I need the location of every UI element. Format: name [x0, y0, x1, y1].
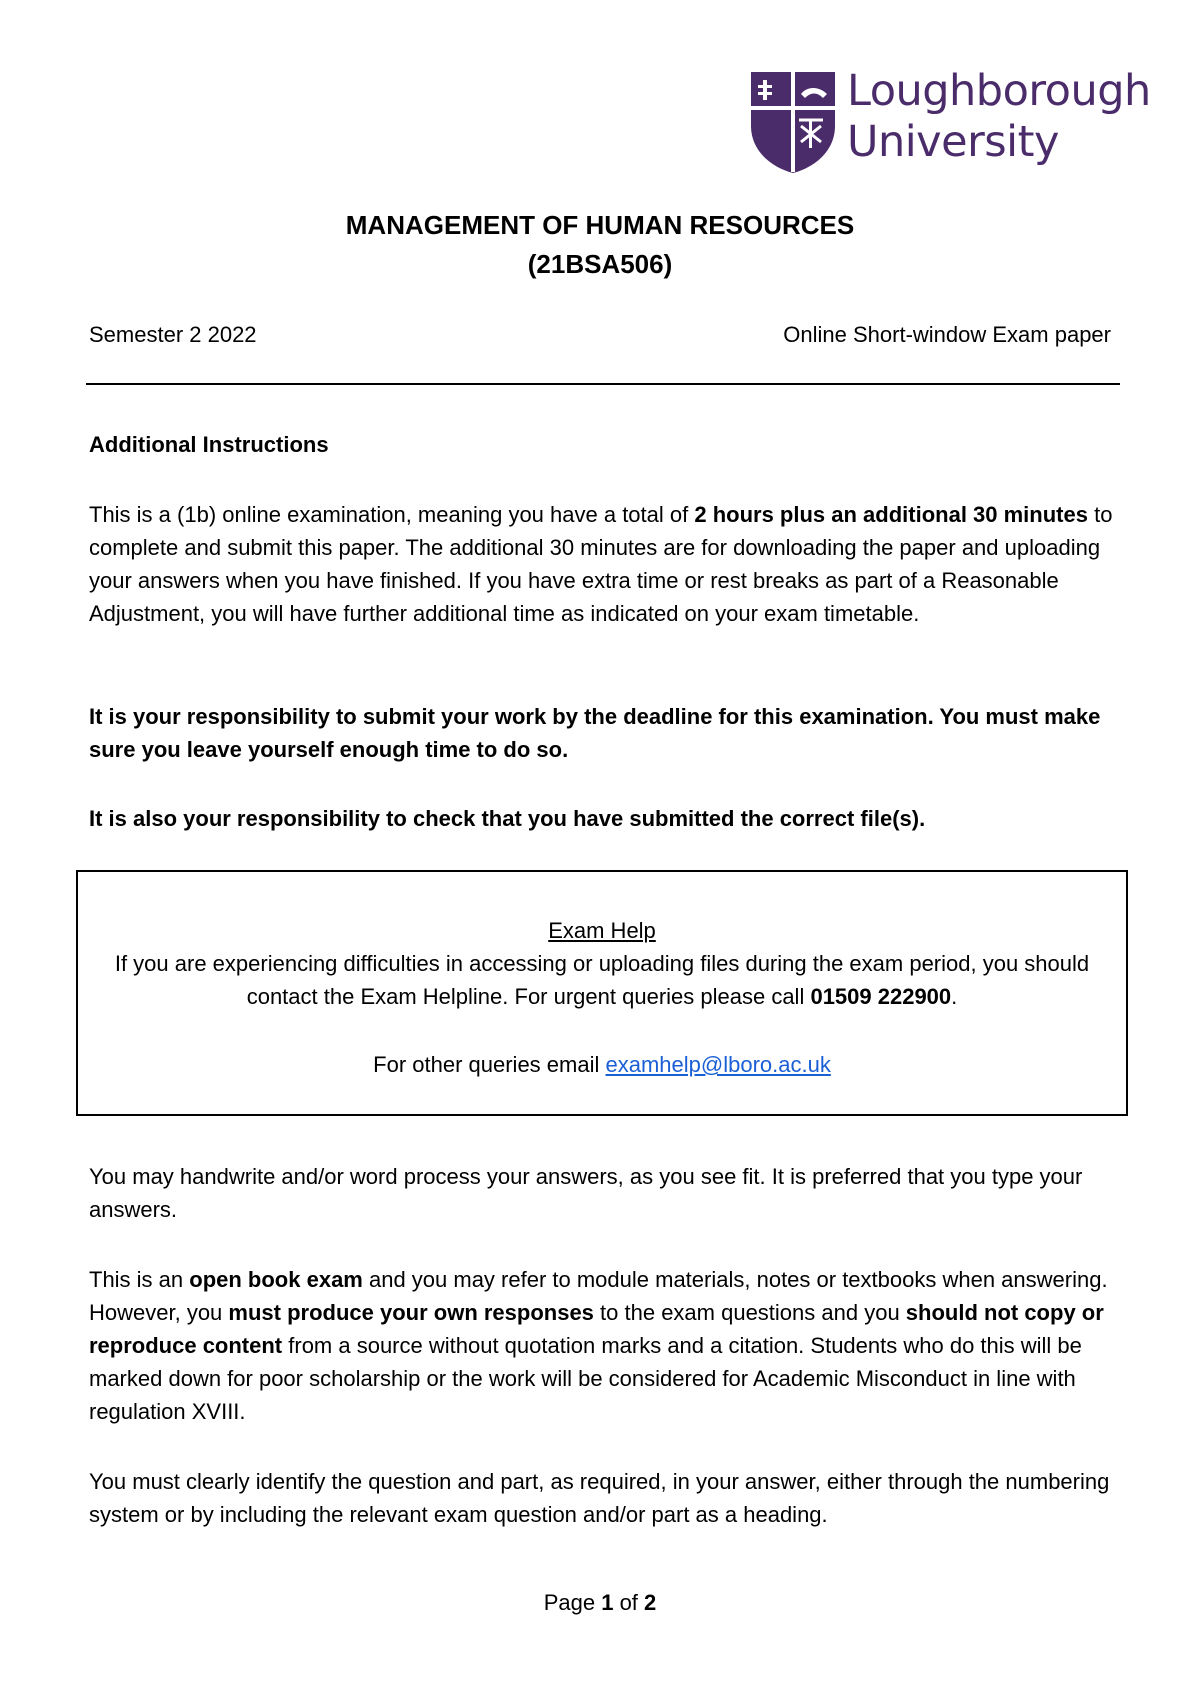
text-span: Page	[543, 1590, 602, 1615]
exam-help-body	[98, 947, 1106, 1013]
university-name	[847, 66, 1151, 168]
instructions-paragraph-files: It is also your responsibility to check that you have submitted the correct file(s).	[89, 806, 926, 831]
instructions-paragraph-deadline: It is your responsibility to submit your work by the deadline for this examination. You must make sure you leave yourself enough time to do so.	[89, 704, 1101, 762]
paper-type-label: Online Short-window Exam paper	[783, 322, 1111, 347]
helpline-phone: 01509 222900	[810, 984, 952, 1009]
text-span: This is an	[89, 1267, 190, 1292]
text-span: to complete and submit this paper. The additional 30 minutes are for downloading the paper and uploading your answers when you have finished. If you have extra time or rest breaks as part of a Reasonable Adjustment, you will have further additional time as indicated on your exam timetable.	[89, 502, 1113, 626]
bold-span: 2 hours plus an additional 30 minutes	[694, 502, 1088, 527]
current-page: 1	[601, 1590, 614, 1615]
text-span: .	[951, 984, 958, 1009]
instructions-paragraph-duration	[89, 498, 1119, 630]
university-name-line2: University	[847, 117, 1059, 167]
instructions-heading: Additional Instructions	[89, 432, 329, 457]
exam-code: (21BSA506)	[527, 249, 673, 279]
text-span: This is a (1b) online examination, meaning you have a total of	[89, 502, 695, 527]
text-span: For other queries email	[373, 1052, 606, 1077]
bold-span: must produce your own responses	[228, 1300, 594, 1325]
total-pages: 2	[644, 1590, 657, 1615]
exam-help-email-line	[78, 1048, 1126, 1081]
exam-title: MANAGEMENT OF HUMAN RESOURCES	[345, 210, 855, 240]
exam-help-box	[76, 870, 1128, 1116]
university-crest-icon	[749, 70, 837, 174]
open-book-paragraph	[89, 1263, 1119, 1428]
question-identification-paragraph: You must clearly identify the question and part, as required, in your answer, either through the numbering system or by including the relevant exam question and/or part as a heading.	[89, 1469, 1110, 1527]
exam-help-email-link[interactable]: examhelp@lboro.ac.uk	[605, 1052, 831, 1077]
bold-span: should not copy or reproduce content	[89, 1300, 1104, 1358]
text-span: If you are experiencing difficulties in accessing or uploading files during the exam period, you should contact the Exam Helpline. For urgent queries please call	[114, 951, 1090, 1009]
text-span: of	[613, 1590, 645, 1615]
exam-help-title: Exam Help	[548, 918, 656, 943]
university-name-line1: Loughborough	[847, 66, 1151, 116]
text-span: from a source without quotation marks and a citation. Students who do this will be marked down for poor scholarship or the work will be considered for Academic Misconduct in line with regulation XVIII.	[89, 1333, 1082, 1424]
text-span: to the exam questions and you	[593, 1300, 906, 1325]
bold-span: open book exam	[189, 1267, 363, 1292]
text-span: and you may refer to module materials, notes or textbooks when answering. However, you	[89, 1267, 1108, 1325]
answer-format-paragraph: You may handwrite and/or word process your answers, as you see fit. It is preferred that you type your answers.	[89, 1164, 1083, 1222]
header-divider	[86, 383, 1120, 385]
page-number	[0, 1590, 1200, 1616]
university-logo	[749, 66, 1151, 175]
semester-label: Semester 2 2022	[89, 322, 257, 347]
